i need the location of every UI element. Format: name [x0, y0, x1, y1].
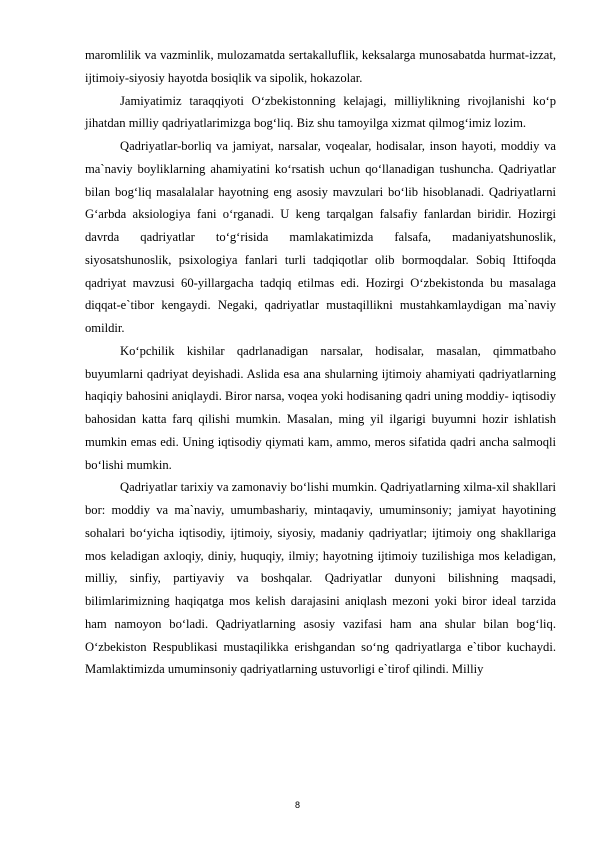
- paragraph: Qadriyatlar-borliq va jamiyat, narsalar, voqealar, hodisalar, inson hayoti, moddiy va ma`naviy boyliklarning ahamiyatini ko‘rsatish uchun qo‘llanadigan tushuncha. Qadriyatlar bilan bog‘liq masalalalar hayotning eng asosiy mavzulari bo‘lib hisoblanadi. Qadriyatlarni G‘arbda aksiologiya fani o‘rganadi. U keng tarqalgan falsafiy fanlardan biridir. Hozirgi davrda qadriyatlar to‘g‘risida mamlakatimizda falsafa, madaniyatshunoslik, siyosatshunoslik, psixologiya fanlari turli tadqiqotlar olib bormoqdalar. Sobiq Ittifoqda qadriyat mavzusi 60-yillargacha tadqiq etilmas edi. Hozirgi O‘zbekistonda bu masalaga diqqat-e`tibor kengaydi. Negaki, qadriyatlar mustaqillikni mustahkamlaydigan ma`naviy omildir.: [85, 139, 556, 335]
- paragraph: Jamiyatimiz taraqqiyoti O‘zbekistonning kelajagi, milliylikning rivojlanishi ko‘p jihatdan milliy qadriyatlarimizga bog‘liq. Biz shu tamoyilga xizmat qilmog‘imiz lozim.: [85, 93, 556, 131]
- body-text: [85, 44, 556, 681]
- page-number: 8: [294, 800, 300, 810]
- paragraph-continuation: maromlilik va vazminlik, mulozamatda sertakalluflik, keksalarga munosabatda hurmat-izzat, ijtimoiy-siyosiy hayotda bosiqlik va sipolik, hokazolar.: [85, 48, 556, 85]
- paragraph: Ko‘pchilik kishilar qadrlanadigan narsalar, hodisalar, masalan, qimmatbaho buyumlarni qadriyat deyishadi. Aslida esa ana shularning ijtimoiy ahamiyati qadriyatlarning haqiqiy bahosini aniqlaydi. Biror narsa, voqea yoki hodisaning qadri uning moddiy- iqtisodiy bahosidan katta farq qilishi mumkin. Masalan, ming yil ilgarigi buyumni hozir ishlatish mumkin emas edi. Uning iqtisodiy qiymati kam, ammo, meros sifatida qadri ancha salmoqli bo‘lishi mumkin.: [85, 343, 556, 472]
- paragraph: Qadriyatlar tarixiy va zamonaviy bo‘lishi mumkin. Qadriyatlarning xilma-xil shakllari bor: moddiy va ma`naviy, umumbashariy, mintaqaviy, umuminsoniy; jamiyat hayotining sohalari bo‘yicha iqtisodiy, ijtimoiy, siyosiy, madaniy qadriyatlar; ijtimoiy ong shakllariga mos keladigan axloqiy, diniy, huquqiy, ilmiy; hayotning ijtimoiy tuzilishiga mos keladigan, milliy, sinfiy, partiyaviy va boshqalar. Qadriyatlar dunyoni bilishning maqsadi, bilimlarimizning haqiqatga mos kelish darajasini aniqlash mezoni yoki biror ideal tarzida ham namoyon bo‘ladi. Qadriyatlarning asosiy vazifasi ham ana shular bilan bog‘liq. O‘zbekiston Respublikasi mustaqilikka erishgandan so‘ng qadriyatlarga e`tibor kuchaydi. Mamlaktimizda umuminsoniy qadriyatlarning ustuvorligi e`tirof qilindi. Milliy: [85, 480, 556, 677]
